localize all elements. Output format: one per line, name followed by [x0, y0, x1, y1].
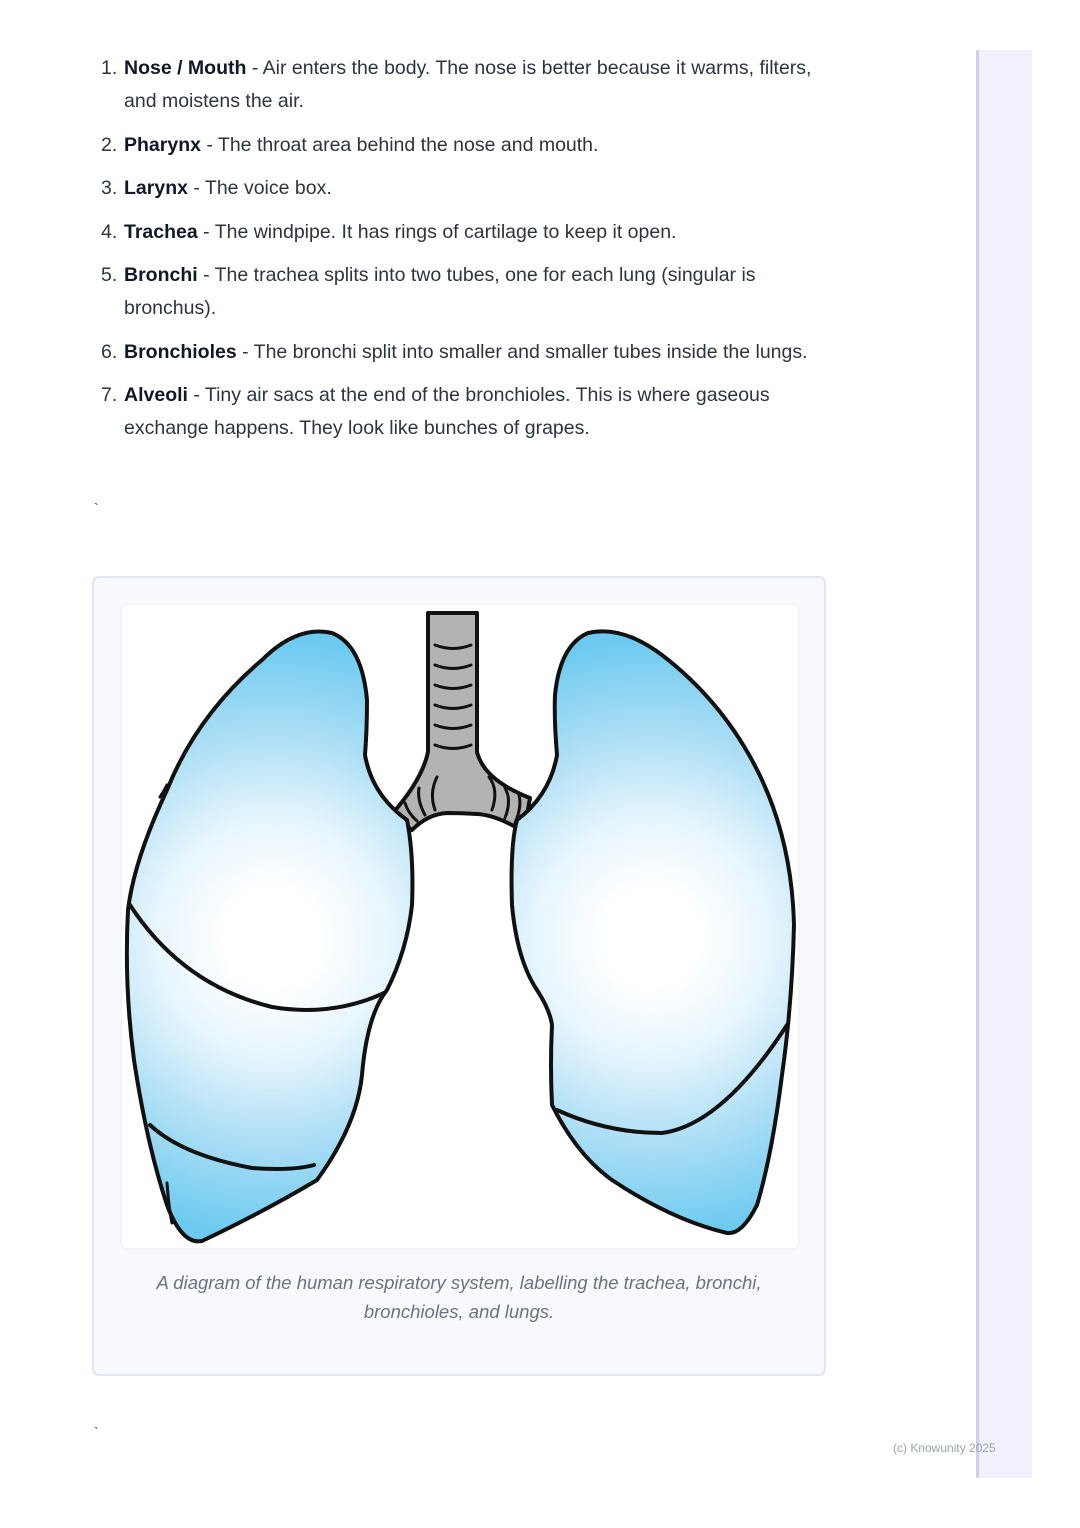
step-number: 3. — [101, 177, 118, 199]
lungs-diagram — [122, 605, 798, 1248]
step-description: - The bronchi split into smaller and smaller tubes inside the lungs. — [236, 340, 808, 363]
step-item — [101, 172, 841, 205]
step-term: Alveoli — [124, 384, 188, 406]
step-term: Larynx — [124, 177, 188, 199]
step-number: 2. — [101, 133, 118, 156]
left-lung — [127, 632, 413, 1242]
stray-backtick-mark: ` — [94, 1424, 99, 1440]
step-description: - The voice box. — [187, 177, 332, 199]
lungs-illustration — [122, 605, 798, 1248]
stray-backtick-mark: ` — [94, 500, 99, 516]
step-description: - Tiny air sacs at the end of the bronchioles. This is where gaseous exchange happens. They look like bunches of grapes. — [124, 384, 770, 439]
step-item — [101, 379, 841, 445]
step-item — [101, 259, 841, 325]
step-number: 7. — [101, 384, 118, 406]
respiratory-steps-list — [101, 52, 841, 456]
step-term: Nose / Mouth — [124, 57, 247, 79]
copyright-footer: (c) Knowunity 2025 — [893, 1441, 996, 1455]
step-description: - The windpipe. It has rings of cartilage to keep it open. — [197, 220, 677, 243]
step-item — [101, 129, 841, 162]
step-number: 1. — [101, 57, 118, 79]
step-term: Bronchi — [124, 264, 198, 286]
step-item — [101, 336, 841, 369]
step-item — [101, 52, 841, 118]
step-number: 5. — [101, 264, 118, 286]
step-description: - Air enters the body. The nose is better because it warms, filters, and moistens the air. — [124, 57, 812, 112]
step-term: Pharynx — [124, 133, 201, 156]
step-number: 6. — [101, 340, 118, 363]
step-number: 4. — [101, 220, 118, 243]
step-description: - The throat area behind the nose and mouth. — [200, 133, 599, 156]
sidebar-strip — [976, 50, 1032, 1478]
step-term: Bronchioles — [124, 340, 237, 363]
trachea-airway — [392, 613, 530, 832]
right-lung — [512, 631, 794, 1233]
figure-card — [92, 576, 826, 1376]
step-item — [101, 216, 841, 249]
step-description: - The trachea splits into two tubes, one for each lung (singular is bronchus). — [124, 264, 756, 319]
step-term: Trachea — [124, 220, 198, 243]
figure-caption: A diagram of the human respiratory system, labelling the trachea, bronchi, bronchioles, and lungs. — [156, 1272, 762, 1322]
